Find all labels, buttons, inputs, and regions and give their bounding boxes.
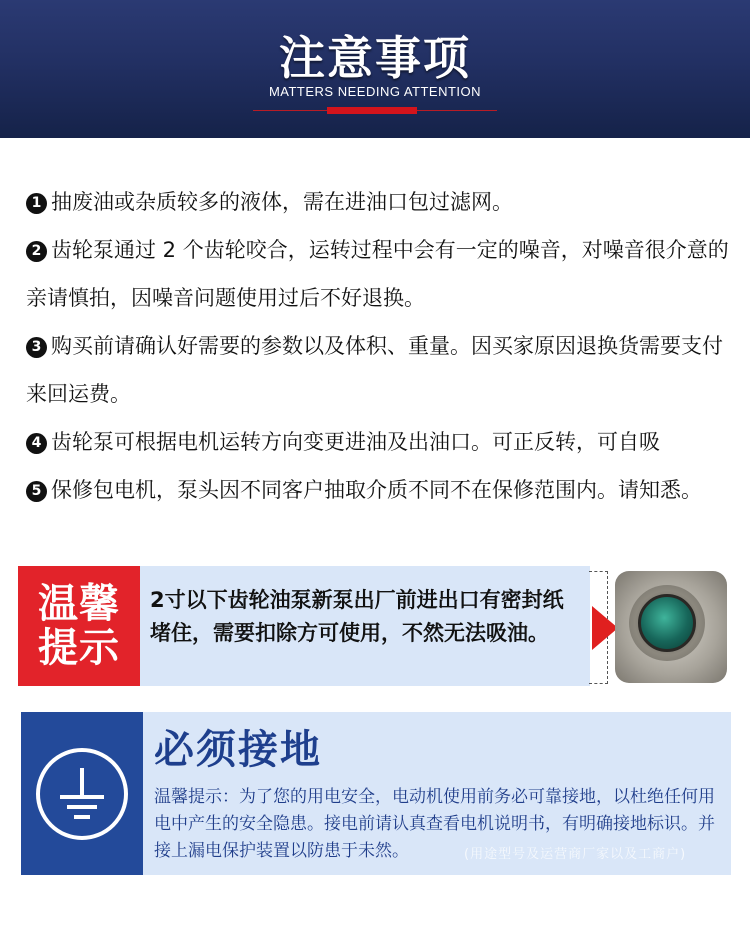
note-text: 保修包电机，泵头因不同客户抽取介质不同不在保修范围内。请知悉。 [51,478,702,502]
note-item [26,322,741,418]
warm-tip-text: 2寸以下齿轮油泵新泵出厂前进出口有密封纸堵住，需要扣除方可使用，不然无法吸油。 [150,588,564,645]
note-number-badge: 4 [26,433,47,454]
warm-tip-label [18,566,140,686]
ground-symbol-icon [36,748,128,840]
watermark: (用途型号及运营商厂家以及工商户) [464,847,687,862]
page-title: 注意事项 [279,31,471,85]
note-text: 抽废油或杂质较多的液体，需在进油口包过滤网。 [51,190,513,214]
page-subtitle: MATTERS NEEDING ATTENTION [268,84,482,99]
pump-port-photo [615,571,727,683]
warm-tip-box [140,566,590,686]
grounding-title: 必须接地 [154,727,322,773]
note-text: 购买前请确认好需要的参数以及体积、重量。因买家原因退换货需要支付来回运费。 [26,334,723,406]
note-item [26,466,741,514]
note-text: 齿轮泵可根据电机运转方向变更进油及出油口。可正反转，可自吸 [51,430,660,454]
note-text: 齿轮泵通过 2 个齿轮咬合，运转过程中会有一定的噪音，对噪音很介意的亲请慎拍，因噪音问题使用过后不好退换。 [26,238,729,310]
ground-icon-panel [21,712,143,875]
header-accent-bar [327,107,417,114]
header-banner [0,0,750,138]
note-number-badge: 5 [26,481,47,502]
grounding-text: 温馨提示：为了您的用电安全，电动机使用前务必可靠接地，以杜绝任何用电中产生的安全隐患。接电前请认真查看电机说明书，有明确接地标识。并接上漏电保护装置以防患于未然。 [154,787,715,861]
warm-tip-label-line2: 提示 [38,625,120,671]
note-number-badge: 1 [26,193,47,214]
note-number-badge: 3 [26,337,47,358]
note-item [26,178,741,226]
warm-tip-label-line1: 温馨 [38,581,120,627]
seal-paper [638,594,696,652]
note-item [26,226,741,322]
note-number-badge: 2 [26,241,47,262]
note-item [26,418,741,466]
notes-list [26,178,741,514]
